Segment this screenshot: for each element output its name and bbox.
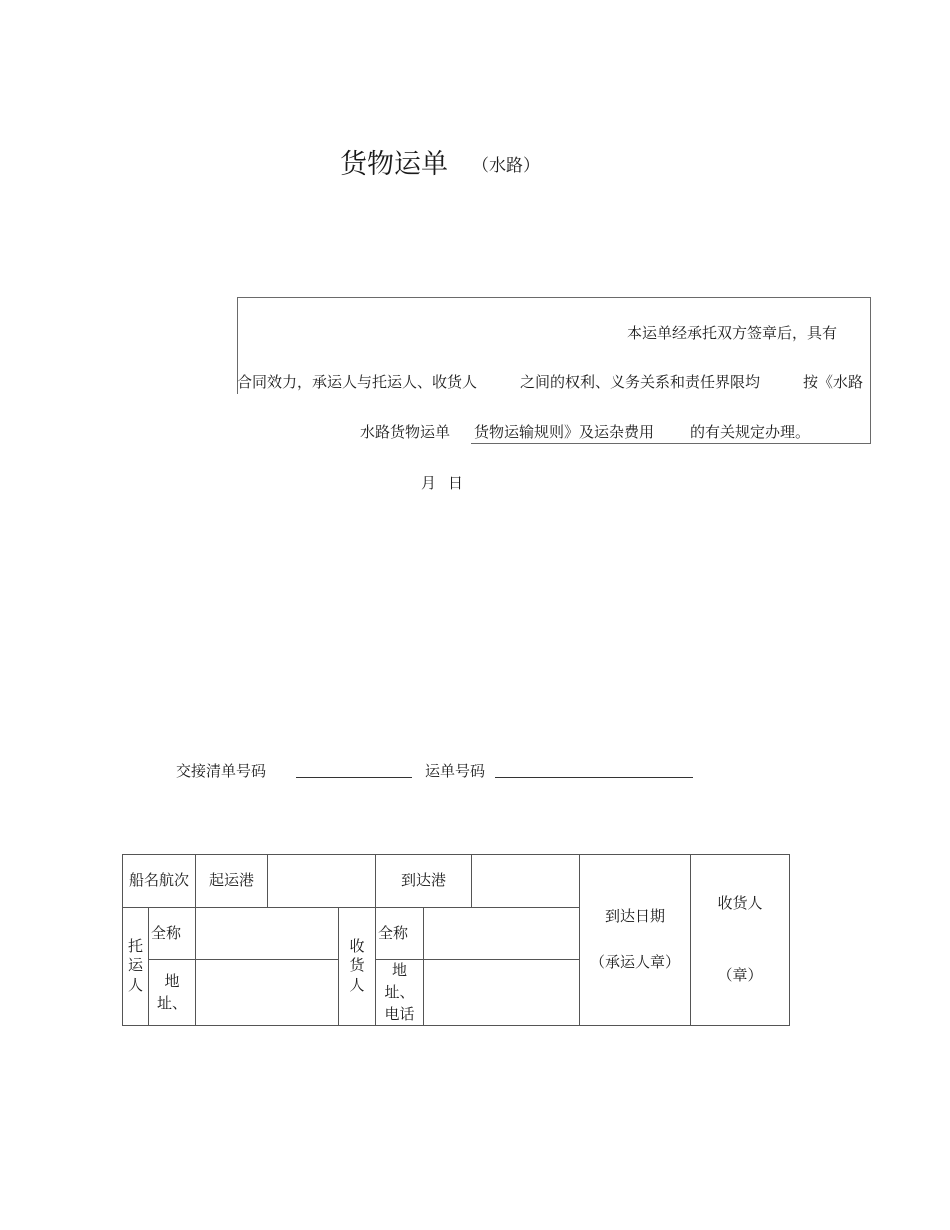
clause-box-right-border — [870, 297, 871, 444]
clause-line-1: 本运单经承托双方签章后，具有 — [627, 324, 838, 342]
clause-line-3c: 的有关规定办理。 — [690, 423, 811, 441]
date-day-label: 日 — [448, 474, 464, 492]
arrival-date-label: 到达日期 — [604, 907, 665, 926]
handover-list-number-field[interactable] — [296, 777, 412, 778]
consignee-label-cell — [339, 908, 376, 1026]
carrier-stamp-label: （承运人章） — [589, 953, 680, 972]
clause-box-bottom-border — [471, 443, 871, 444]
date-month-label: 月 — [421, 474, 437, 492]
dest-port-label: 到达港 — [376, 855, 472, 908]
shipper-name-field[interactable] — [196, 908, 339, 960]
origin-port-field[interactable] — [268, 855, 376, 908]
clause-line-3b: 货物运输规则》及运杂费用 — [474, 423, 655, 441]
shipper-label: 托运人 — [128, 936, 144, 994]
clause-line-2a: 合同效力，承运人与托运人、收货人 — [237, 373, 478, 391]
consignee-name-field[interactable] — [424, 908, 580, 960]
waybill-table — [122, 854, 790, 1026]
arrival-date-cell[interactable] — [580, 855, 691, 1026]
shipper-address-label: 地址、 — [149, 960, 196, 1026]
document-title: 货物运单 — [340, 149, 448, 180]
consignee-label: 收货人 — [349, 936, 365, 994]
waybill-number-label: 运单号码 — [425, 762, 486, 780]
clause-line-3a: 水路货物运单 — [360, 423, 451, 441]
waybill-number-field[interactable] — [495, 777, 693, 778]
consignee-stamp-cell[interactable] — [691, 855, 790, 1026]
consignee-stamp-heading: 收货人 — [717, 894, 763, 913]
ship-voyage-label: 船名航次 — [123, 855, 196, 908]
consignee-name-label: 全称 — [376, 908, 424, 960]
dest-port-field[interactable] — [472, 855, 580, 908]
consignee-stamp-label: （章） — [717, 966, 763, 985]
clause-line-2c: 按《水路 — [803, 373, 864, 391]
shipper-name-label: 全称 — [149, 908, 196, 960]
shipper-label-cell — [123, 908, 149, 1026]
shipper-address-field[interactable] — [196, 960, 339, 1026]
handover-list-number-label: 交接清单号码 — [176, 762, 267, 780]
clause-line-2b: 之间的权利、义务关系和责任界限均 — [520, 373, 761, 391]
consignee-address-label: 地址、电话 — [376, 960, 424, 1026]
clause-box-top-border — [237, 297, 871, 298]
consignee-address-field[interactable] — [424, 960, 580, 1026]
origin-port-label: 起运港 — [196, 855, 268, 908]
document-subtitle: （水路） — [472, 156, 540, 176]
